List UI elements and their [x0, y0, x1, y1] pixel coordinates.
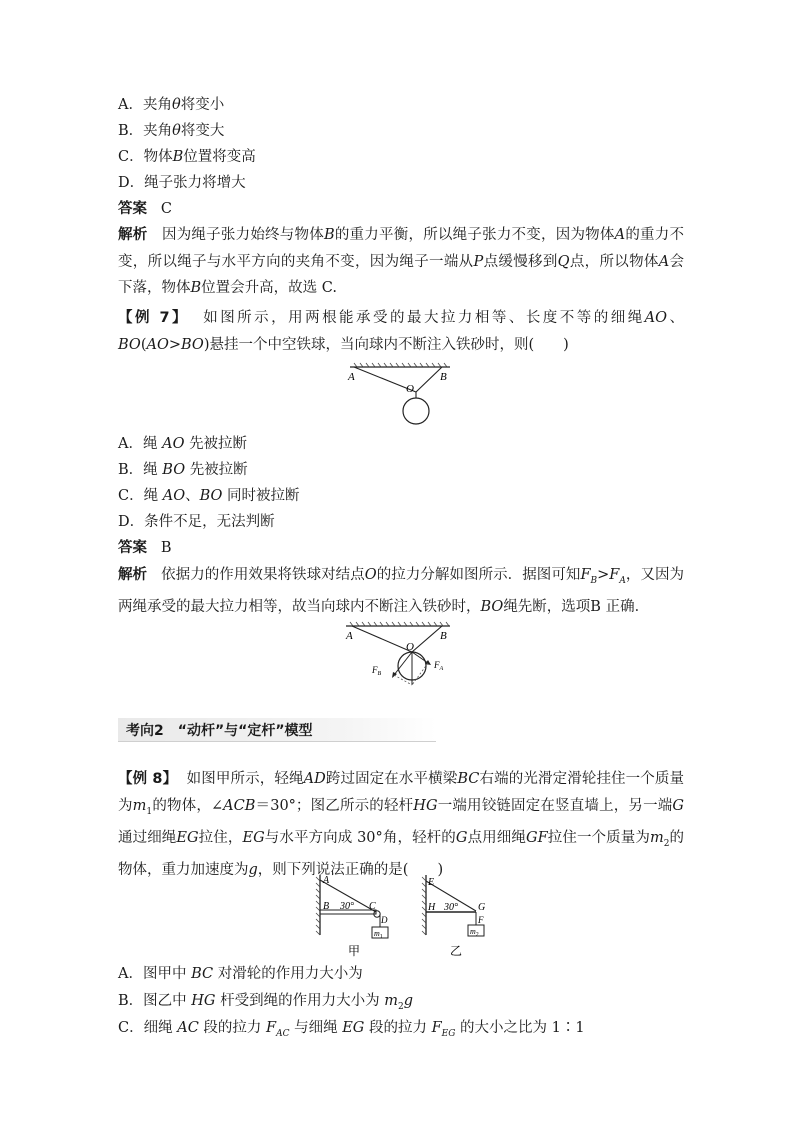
svg-text:B: B — [323, 901, 330, 912]
iron-ball — [403, 398, 429, 424]
q7-answer: 答案 B — [118, 540, 172, 556]
svg-text:H: H — [428, 902, 436, 913]
q7-figure-hanging-ball — [346, 362, 456, 428]
svg-text:E: E — [428, 877, 435, 888]
q7-analysis: 解析 依据力的作用效果将铁球对结点O的拉力分解如图所示．据图可知$F_B>F_A$，又因为两绳承受的最大拉力相等，故当向球内不断注入铁砂时，BO绳先断，选项B 正确． — [118, 567, 685, 616]
q7-option-c: C．绳 AO、BO 同时被拉断 — [118, 488, 300, 504]
svg-text:G: G — [478, 902, 486, 913]
svg-text:30°: 30° — [444, 902, 458, 913]
svg-text:B: B — [440, 630, 447, 642]
q7-stem: 【例 7】 如图所示，用两根能承受的最大拉力相等、长度不等的细绳AO、BO(AO>BO)悬挂一个中空铁球，当向球内不断注入铁砂时，则( ) — [118, 310, 685, 353]
svg-text:m1: $m_1$ — [374, 929, 383, 940]
q6-option-c: C．物体B位置将变高 — [118, 149, 256, 165]
q6-answer: 答案 C — [118, 201, 172, 217]
svg-text:30°: 30° — [340, 901, 354, 912]
label-a: A — [348, 371, 355, 383]
section-title: 考向2 “动杆”与“定杆”模型 — [126, 723, 313, 739]
q7-figure-force-decomposition — [342, 621, 458, 693]
section-heading — [118, 718, 436, 742]
q6-option-a: A．夹角θ将变小 — [118, 97, 225, 113]
svg-text:O: O — [406, 641, 414, 653]
rope-bo — [416, 367, 442, 392]
svg-text:D: D — [381, 915, 388, 925]
svg-text:A: A — [346, 630, 353, 642]
svg-text:A: A — [323, 875, 330, 886]
caption-jia: 甲 — [348, 944, 361, 958]
q8-option-b: B．图乙中 HG 杆受到绳的作用力大小为 $m_2g$ — [118, 993, 413, 1012]
q8-option-a: A．图甲中 BC 对滑轮的作用力大小为 — [118, 966, 363, 982]
q8-figure-jia — [308, 873, 398, 961]
q7-option-a: A．绳 AO 先被拉断 — [118, 436, 248, 452]
q8-figure-yi — [414, 873, 504, 961]
svg-text:FA: $F_A$ — [434, 660, 444, 672]
caption-yi: 乙 — [450, 944, 463, 958]
svg-text:m2: $m_2$ — [470, 927, 479, 938]
q7-option-b: B．绳 BO 先被拉断 — [118, 462, 248, 478]
svg-text:F: F — [478, 915, 484, 925]
label-o: O — [406, 383, 414, 395]
q6-analysis: 解析 因为绳子张力始终与物体B的重力平衡，所以绳子张力不变，因为物体A的重力不变，所以绳子与水平方向的夹角不变，因为绳子一端从P点缓慢移到Q点，所以物体A会下落，物体B位置会升高，故选 C. — [118, 227, 685, 296]
svg-text:C: C — [369, 901, 376, 912]
label-b: B — [440, 371, 447, 383]
svg-text:FB: $F_B$ — [372, 665, 382, 677]
q8-option-c: C．细绳 AC 段的拉力 $F_{AC}$ 与细绳 EG 段的拉力 $F_{EG}$ 的大小之比为 1∶1 — [118, 1020, 585, 1039]
q6-option-d: D．绳子张力将增大 — [118, 175, 246, 191]
q8-stem: 【例 8】 如图甲所示，轻绳AD跨过固定在水平横梁BC右端的光滑定滑轮挂住一个质量为$m_1$的物体，∠ACB＝30°；图乙所示的轻杆HG一端用铰链固定在竖直墙上，另一端G通过细绳EG拉住，EG与水平方向成 30°角，轻杆的G点用细绳GF拉住一个质量为$m_2$的物体，重力加速度为g，则下列说法正确的是( ) — [118, 771, 685, 879]
q7-option-d: D．条件不足，无法判断 — [118, 514, 275, 530]
q6-option-b: B．夹角θ将变大 — [118, 123, 225, 139]
